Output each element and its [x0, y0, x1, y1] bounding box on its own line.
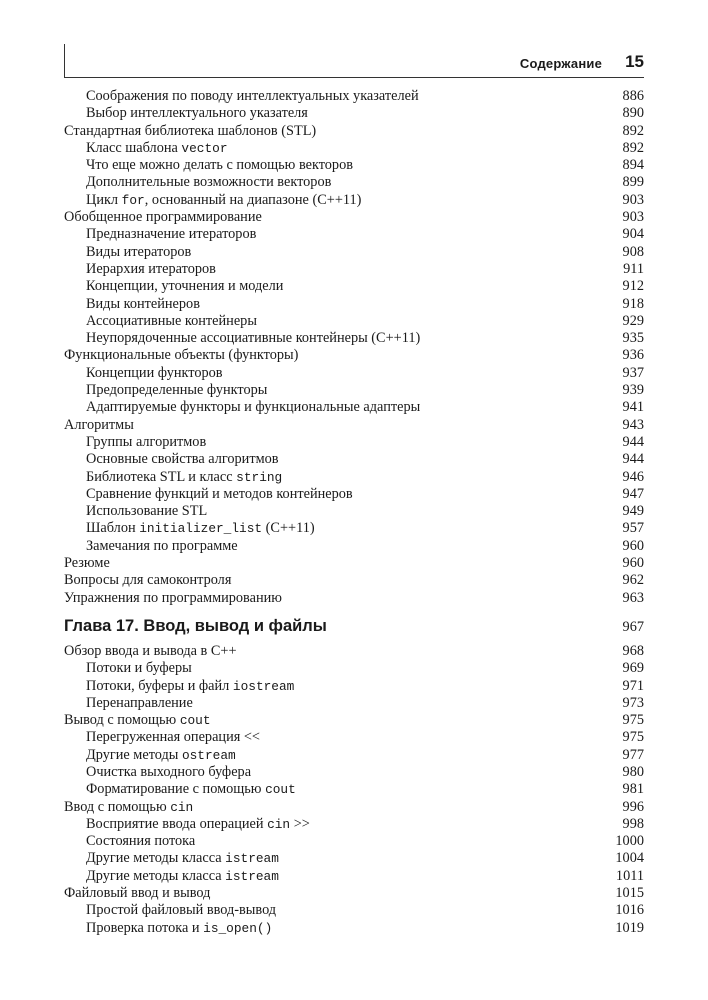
toc-subentry	[64, 538, 644, 555]
toc-entry-title	[86, 538, 238, 555]
title-text: Вывод с помощью	[64, 712, 180, 729]
toc-entry	[64, 712, 644, 729]
toc-entry-title	[86, 451, 279, 468]
toc-entry-title	[86, 902, 276, 919]
toc-entry-title	[86, 747, 236, 764]
toc-subentry	[64, 226, 644, 243]
title-text: Соображения по поводу интеллектуальных указателей	[86, 88, 419, 104]
toc-subentry	[64, 434, 644, 451]
toc-entry-title	[86, 105, 308, 122]
toc-entry-title	[86, 434, 206, 451]
title-text: Неупорядоченные ассоциативные контейнеры (С++11)	[86, 330, 421, 347]
title-text: Шаблон	[86, 520, 140, 537]
toc-entry-title	[64, 799, 193, 816]
title-text: Иерархия итераторов	[86, 260, 216, 277]
code-term: cin	[267, 816, 291, 832]
title-text: Другие методы класса	[86, 867, 226, 884]
toc-page-number: 946	[622, 468, 644, 485]
toc-entry	[64, 572, 644, 589]
toc-subentry	[64, 174, 644, 191]
toc-page-number: 904	[622, 226, 644, 243]
toc-entry-title	[86, 729, 260, 746]
toc-entry-title	[86, 365, 223, 382]
toc-entry-title	[86, 399, 420, 416]
title-text: Обзор ввода и вывода в С++	[64, 642, 237, 659]
title-text: Концепции, уточнения и модели	[86, 278, 284, 295]
toc-page-number: 1000	[615, 833, 644, 850]
title-text: Адаптируемые функторы и функциональные адаптеры	[86, 399, 421, 416]
toc-entry	[64, 209, 644, 226]
title-text: Класс шаблона	[86, 139, 182, 156]
toc-entry-title	[64, 572, 231, 589]
toc-page-number: 903	[622, 191, 644, 208]
toc-page-number: 977	[622, 746, 644, 763]
toc-entry-title	[86, 174, 331, 191]
title-text: Дополнительные возможности векторов	[86, 174, 332, 191]
toc-page-number: 980	[622, 763, 644, 780]
toc-subentry	[64, 261, 644, 278]
title-text: Резюме	[64, 555, 110, 572]
toc-subentry	[64, 764, 644, 781]
toc-entry-title	[86, 88, 419, 105]
toc-subentry	[64, 833, 644, 850]
toc-page-number: 975	[622, 712, 644, 729]
toc-entry	[64, 417, 644, 434]
toc-page-number: 998	[622, 815, 644, 832]
toc-page-number: 903	[622, 209, 644, 226]
title-text: Потоки и буферы	[86, 660, 192, 677]
title-text: Виды итераторов	[86, 243, 192, 260]
title-text: Другие методы класса	[86, 850, 226, 867]
toc-entry-title	[86, 296, 200, 313]
toc-page-number: 912	[622, 278, 644, 295]
toc-entry-title	[86, 868, 279, 885]
toc-page-number: 949	[622, 503, 644, 520]
toc-entry-title	[64, 590, 282, 607]
toc-entry	[64, 555, 644, 572]
toc-entry-title	[86, 764, 251, 781]
toc-page-number: 941	[622, 399, 644, 416]
title-text: Использование STL	[86, 503, 208, 520]
toc-entry-title	[86, 850, 279, 867]
toc-entry-title	[64, 555, 110, 572]
toc-entry	[64, 347, 644, 364]
toc-entry-title	[64, 643, 237, 660]
title-text: Ввод с помощью	[64, 798, 171, 815]
toc-subentry	[64, 296, 644, 313]
toc-page-number: 918	[622, 295, 644, 312]
toc-entry-title	[64, 712, 211, 729]
toc-page-number: 996	[622, 798, 644, 815]
running-header-title: Содержание	[519, 56, 602, 71]
toc-page-number: 947	[622, 485, 644, 502]
toc-subentry	[64, 729, 644, 746]
toc-entry-title	[86, 330, 420, 347]
toc-entry-title	[86, 503, 207, 520]
toc-page-number: 971	[622, 677, 644, 694]
title-text: >>	[290, 815, 310, 832]
toc-page-number: 968	[622, 642, 644, 659]
toc-entry-title	[86, 261, 216, 278]
toc-subentry	[64, 920, 644, 937]
toc-page-number: 944	[622, 433, 644, 450]
toc-page-number: 1015	[615, 885, 644, 902]
toc-subentry	[64, 157, 644, 174]
toc-subentry	[64, 330, 644, 347]
title-text: , основанный на диапазоне (С++11)	[144, 191, 362, 208]
toc-subentry	[64, 868, 644, 885]
toc-entry	[64, 123, 644, 140]
toc-entry-title	[86, 520, 315, 537]
toc-page-number: 939	[622, 382, 644, 399]
code-term: cout	[265, 782, 296, 798]
toc-page-number: 936	[622, 347, 644, 364]
title-text: Сравнение функций и методов контейнеров	[86, 485, 353, 502]
toc-subentry	[64, 192, 644, 209]
toc-subentry	[64, 244, 644, 261]
title-text: Простой файловый ввод-вывод	[86, 902, 277, 919]
title-text: Вопросы для самоконтроля	[64, 572, 232, 589]
toc-entry-title	[64, 347, 298, 364]
toc-page-number: 1011	[615, 867, 644, 884]
chapter-page-number: 967	[622, 618, 644, 635]
title-text: Основные свойства алгоритмов	[86, 451, 279, 468]
title-text: Ассоциативные контейнеры	[86, 312, 257, 329]
toc-entry	[64, 643, 644, 660]
toc-page-number: 935	[622, 330, 644, 347]
toc-entry-title	[86, 313, 257, 330]
toc-subentry	[64, 503, 644, 520]
toc-entry-title	[86, 157, 353, 174]
title-text: Алгоритмы	[64, 416, 134, 433]
toc-entry-title	[86, 920, 272, 937]
title-text: Проверка потока и	[86, 919, 204, 936]
toc-page-number: 962	[622, 572, 644, 589]
toc-entry-title	[86, 781, 296, 798]
toc-entry-title	[86, 278, 283, 295]
chapter-heading	[64, 615, 644, 637]
title-text: Упражнения по программированию	[64, 589, 282, 606]
toc-subentry	[64, 313, 644, 330]
code-term: for	[121, 192, 145, 208]
title-text: Стандартная библиотека шаблонов (STL)	[64, 122, 317, 139]
toc-page-number: 890	[622, 105, 644, 122]
toc-entry-title	[86, 226, 256, 243]
code-term: istream	[225, 868, 279, 884]
toc-subentry	[64, 902, 644, 919]
toc-page-number: 892	[622, 122, 644, 139]
toc-subentry	[64, 816, 644, 833]
title-text: Группы алгоритмов	[86, 433, 207, 450]
title-text: Перегруженная операция <<	[86, 729, 260, 746]
toc-entry-title	[86, 678, 294, 695]
toc-entry-title	[86, 816, 310, 833]
title-text: Что еще можно делать с помощью векторов	[86, 157, 353, 174]
toc-subentry	[64, 520, 644, 537]
toc-entry	[64, 799, 644, 816]
toc-subentry	[64, 747, 644, 764]
toc-subentry	[64, 678, 644, 695]
toc-page-number: 1019	[615, 919, 644, 936]
toc-entry-title	[86, 244, 191, 261]
title-text: Виды контейнеров	[86, 295, 200, 312]
header-vertical-rule	[64, 44, 65, 78]
toc-page-number: 973	[622, 694, 644, 711]
code-term: ostream	[181, 747, 236, 763]
toc-entry-title	[64, 885, 210, 902]
toc-entry-title	[64, 417, 134, 434]
toc-page-number: 981	[622, 781, 644, 798]
toc-entry	[64, 590, 644, 607]
code-term: iostream	[232, 678, 295, 694]
toc-entry-title	[86, 382, 267, 399]
toc-entry-title	[86, 486, 353, 503]
toc-page-number: 943	[622, 416, 644, 433]
title-text: Перенаправление	[86, 694, 193, 711]
toc-subentry	[64, 695, 644, 712]
toc-entry-title	[86, 140, 228, 157]
toc-page-number: 929	[622, 312, 644, 329]
toc-page-number: 944	[622, 451, 644, 468]
toc-entry-title	[86, 833, 195, 850]
title-text: (С++11)	[262, 520, 315, 537]
toc-page-number: 899	[622, 174, 644, 191]
toc-subentry	[64, 105, 644, 122]
title-text: Очистка выходного буфера	[86, 763, 252, 780]
toc-page-number: 975	[622, 729, 644, 746]
toc-subentry	[64, 469, 644, 486]
code-term: istream	[225, 851, 279, 867]
toc-section-chapter-17	[64, 643, 644, 937]
toc-page-number: 960	[622, 537, 644, 554]
toc-entry-title	[86, 660, 192, 677]
toc-entry-title	[86, 695, 193, 712]
toc-page-number: 894	[622, 157, 644, 174]
code-term: string	[236, 469, 283, 485]
table-of-contents	[64, 88, 644, 937]
toc-subentry	[64, 781, 644, 798]
chapter-title: Глава 17. Ввод, вывод и файлы	[64, 616, 327, 635]
toc-entry	[64, 885, 644, 902]
title-text: Восприятие ввода операцией	[86, 815, 268, 832]
code-term: vector	[181, 140, 228, 156]
toc-entry-title	[64, 209, 262, 226]
toc-subentry	[64, 486, 644, 503]
title-text: Цикл	[86, 191, 122, 208]
toc-entry-title	[86, 469, 282, 486]
title-text: Другие методы	[86, 746, 182, 763]
code-term: is_open()	[203, 920, 273, 936]
title-text: Предназначение итераторов	[86, 226, 257, 243]
title-text: Потоки, буферы и файл	[86, 677, 233, 694]
title-text: Обобщенное программирование	[64, 209, 262, 226]
toc-section-previous-chapter	[64, 88, 644, 607]
toc-page-number: 960	[622, 555, 644, 572]
title-text: Файловый ввод и вывод	[64, 885, 211, 902]
code-term: cout	[179, 713, 211, 729]
toc-subentry	[64, 399, 644, 416]
toc-page-number: 1016	[615, 902, 644, 919]
toc-subentry	[64, 365, 644, 382]
toc-page-number: 908	[622, 243, 644, 260]
toc-page-number: 886	[622, 88, 644, 104]
toc-subentry	[64, 278, 644, 295]
title-text: Форматирование с помощью	[86, 781, 266, 798]
toc-subentry	[64, 88, 644, 105]
toc-page-number: 937	[622, 364, 644, 381]
toc-subentry	[64, 382, 644, 399]
title-text: Выбор интеллектуального указателя	[86, 105, 308, 122]
title-text: Функциональные объекты (функторы)	[64, 347, 299, 364]
toc-page-number: 911	[623, 260, 644, 277]
toc-page-number: 892	[622, 139, 644, 156]
code-term: initializer_list	[139, 521, 263, 537]
toc-subentry	[64, 451, 644, 468]
toc-subentry	[64, 140, 644, 157]
title-text: Замечания по программе	[86, 537, 238, 554]
toc-entry-title	[64, 123, 316, 140]
title-text: Библиотека STL и класс	[86, 468, 237, 485]
toc-subentry	[64, 850, 644, 867]
toc-page-number: 963	[622, 589, 644, 606]
toc-subentry	[64, 660, 644, 677]
toc-page-number: 1004	[615, 850, 644, 867]
toc-page-number: 957	[622, 520, 644, 537]
toc-entry-title	[86, 192, 361, 209]
title-text: Концепции функторов	[86, 364, 223, 381]
toc-page-number: 969	[622, 660, 644, 677]
code-term: cin	[170, 799, 194, 815]
header-horizontal-rule	[64, 77, 644, 78]
page-number: 15	[625, 52, 644, 71]
title-text: Предопределенные функторы	[86, 382, 268, 399]
title-text: Состояния потока	[86, 833, 196, 850]
